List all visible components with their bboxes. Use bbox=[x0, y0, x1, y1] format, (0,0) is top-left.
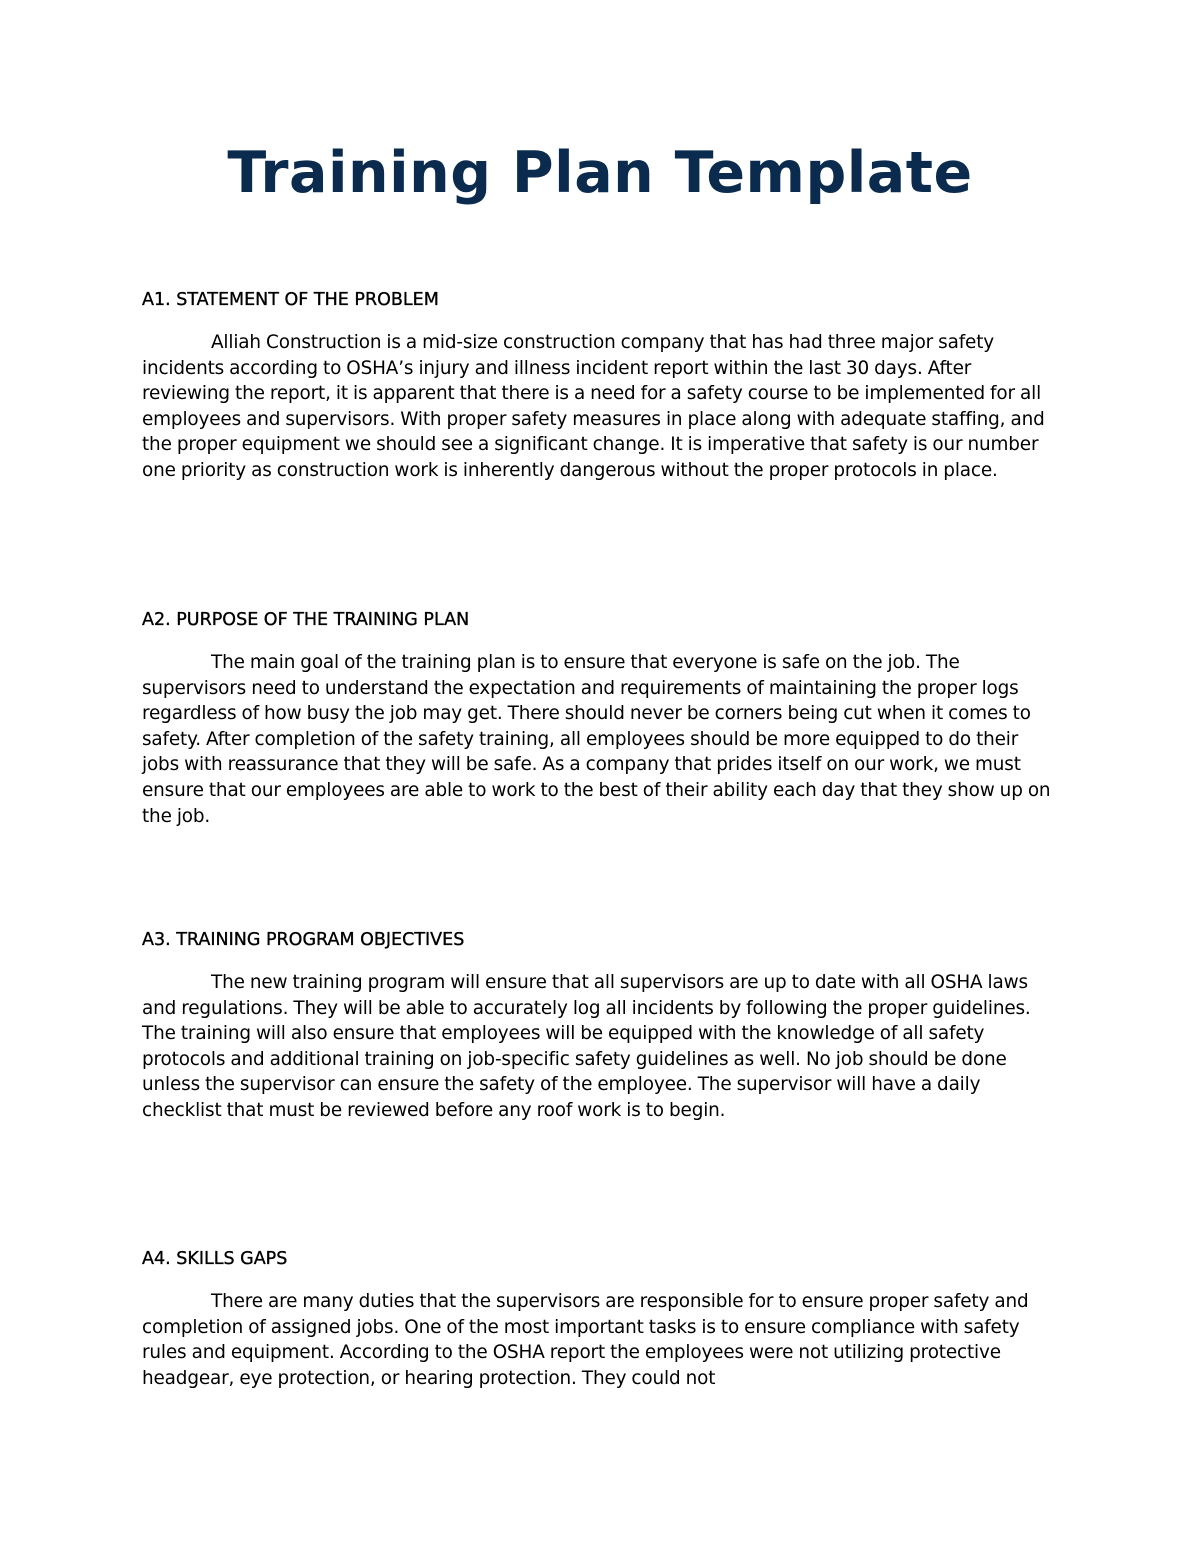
section-body: Alliah Construction is a mid-size construction company that has had three major safety incidents according to OSHA’s injury and illness incident report within the last 30 days. After reviewing the report, it is apparent that there is a need for a safety course to be implemented for all employees and supervisors. With proper safety measures in place along with adequate staffing, and the proper equipment we should see a significant change. It is imperative that safety is our number one priority as construction work is inherently dangerous without the proper protocols in place. bbox=[142, 332, 1045, 481]
section-heading: A3. TRAINING PROGRAM OBJECTIVES bbox=[142, 930, 465, 950]
section-skills-gaps bbox=[142, 1248, 1058, 1391]
section-body: There are many duties that the supervisors are responsible for to ensure proper safety and completion of assigned jobs. One of the most important tasks is to ensure compliance with safety rules and equipment. According to the OSHA report the employees were not utilizing protective headgear, eye protection, or hearing protection. They could not bbox=[142, 1291, 1029, 1389]
section-body: The new training program will ensure that all supervisors are up to date with all OSHA laws and regulations. They will be able to accurately log all incidents by following the proper guidelines. The training will also ensure that employees will be equipped with the knowledge of all safety protocols and additional training on job-specific safety guidelines as well. No job should be done unless the supervisor can ensure the safety of the employee. The supervisor will have a daily checklist that must be reviewed before any roof work is to begin. bbox=[142, 972, 1031, 1121]
section-heading: A1. STATEMENT OF THE PROBLEM bbox=[142, 290, 439, 310]
section-training-program-objectives bbox=[142, 929, 1058, 1124]
section-purpose-of-training-plan bbox=[142, 609, 1058, 829]
page-title: Training Plan Template bbox=[227, 140, 973, 206]
section-heading: A2. PURPOSE OF THE TRAINING PLAN bbox=[142, 610, 470, 630]
section-heading: A4. SKILLS GAPS bbox=[142, 1249, 288, 1269]
section-statement-of-problem bbox=[142, 289, 1058, 484]
section-body: The main goal of the training plan is to ensure that everyone is safe on the job. The supervisors need to understand the expectation and requirements of maintaining the proper logs regardless of how busy the job may get. There should never be corners being cut when it comes to safety. After completion of the safety training, all employees should be more equipped to do their jobs with reassurance that they will be safe. As a company that prides itself on our work, we must ensure that our employees are able to work to the best of their ability each day that they show up on the job. bbox=[142, 652, 1051, 827]
